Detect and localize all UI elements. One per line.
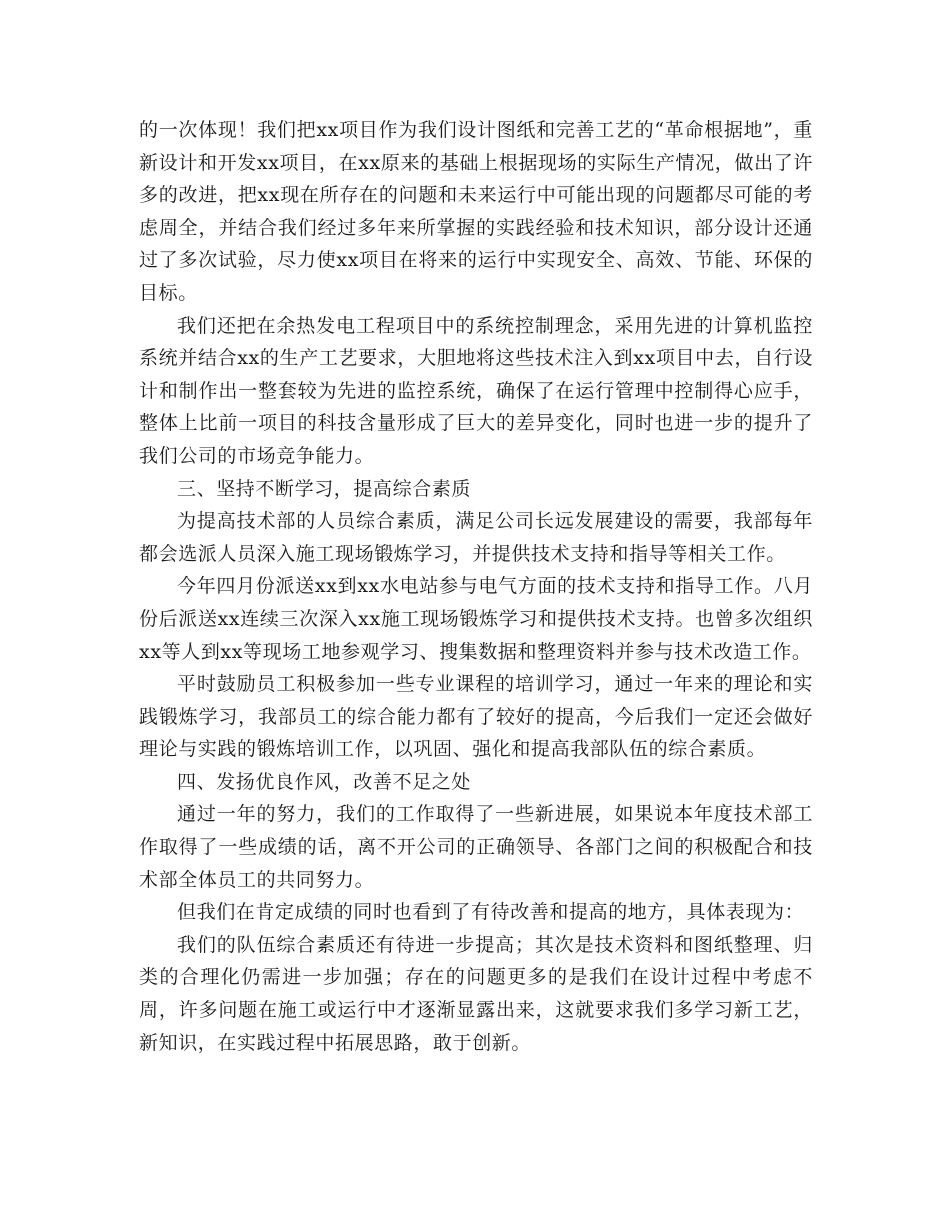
paragraph-monitoring-system: 我们还把在余热发电工程项目中的系统控制理念，采用先进的计算机监控系统并结合xx的生产工艺要求，大胆地将这些技术注入到xx项目中去，自行设计和制作出一整套较为先进的监控系统，确保了在运行管理中控制得心应手，整体上比前一项目的科技含量形成了巨大的差异变化，同时也进一步的提升了我们公司的市场竞争能力。	[139, 314, 813, 467]
section-heading-3: 三、坚持不断学习，提高综合素质	[177, 477, 472, 500]
paragraph-progress: 通过一年的努力，我们的工作取得了一些新进展，如果说本年度技术部工作取得了一些成绩的话，离不开公司的正确领导、各部门之间的积极配合和技术部全体员工的共同努力。	[139, 803, 813, 891]
paragraph-continued: 的一次体现！我们把xx项目作为我们设计图纸和完善工艺的“革命根据地”，重新设计和开发xx项目，在xx原来的基础上根据现场的实际生产情况，做出了许多的改进，把xx现在所存在的问题和未来运行中可能出现的问题都尽可能的考虑周全，并结合我们经过多年来所掌握的实践经验和技术知识，部分设计还通过了多次试验，尽力使xx项目在将来的运行中实现安全、高效、节能、环保的目标。	[139, 119, 813, 304]
section-heading-4: 四、发扬优良作风，改善不足之处	[177, 770, 472, 793]
paragraph-shortcomings: 我们的队伍综合素质还有待进一步提高；其次是技术资料和图纸整理、归类的合理化仍需进一步加强；存在的问题更多的是我们在设计过程中考虑不周，许多问题在施工或运行中才逐渐显露出来，这就要求我们多学习新工艺，新知识，在实践过程中拓展思路，敢于创新。	[139, 933, 813, 1054]
paragraph-shortcomings-intro: 但我们在肯定成绩的同时也看到了有待改善和提高的地方，具体表现为：	[177, 901, 805, 924]
paragraph-training: 平时鼓励员工积极参加一些专业课程的培训学习，通过一年来的理论和实践锻炼学习，我部员工的综合能力都有了较好的提高，今后我们一定还会做好理论与实践的锻炼培训工作，以巩固、强化和提高我部队伍的综合素质。	[139, 673, 813, 761]
paragraph-dispatch: 今年四月份派送xx到xx水电站参与电气方面的技术支持和指导工作。八月份后派送xx连续三次深入xx施工现场锻炼学习和提供技术支持。也曾多次组织xx等人到xx等现场工地参观学习、搜集数据和整理资料并参与技术改造工作。	[139, 575, 813, 663]
document-body	[139, 114, 813, 1059]
paragraph-staff-quality: 为提高技术部的人员综合素质，满足公司长远发展建设的需要，我部每年都会选派人员深入施工现场锻炼学习，并提供技术支持和指导等相关工作。	[139, 510, 813, 565]
